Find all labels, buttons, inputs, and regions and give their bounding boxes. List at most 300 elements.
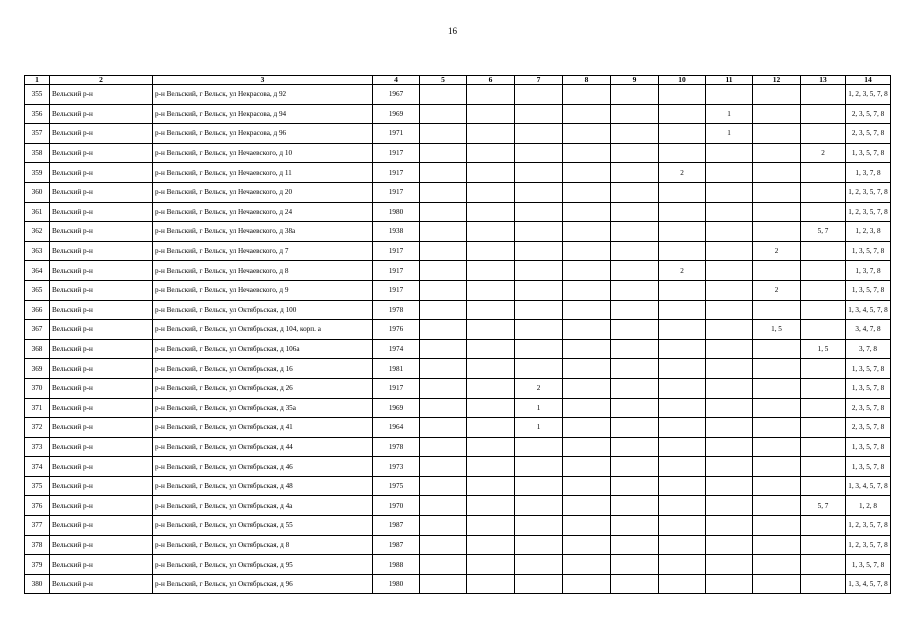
year-cell: 1973 — [373, 457, 420, 477]
address-cell: р-н Вельский, г Вельск, ул Октябрьская, д 55 — [153, 516, 373, 536]
col12-cell — [753, 574, 801, 594]
col9-cell — [611, 261, 659, 281]
year-cell: 1917 — [373, 378, 420, 398]
col5-cell — [420, 496, 467, 516]
table-row — [25, 574, 891, 594]
col5-cell — [420, 418, 467, 438]
col6-cell — [467, 457, 515, 477]
district-cell: Вельский р-н — [50, 378, 153, 398]
page-number: 16 — [448, 26, 457, 36]
col5-cell — [420, 574, 467, 594]
table-row — [25, 241, 891, 261]
col13-cell — [801, 320, 846, 340]
column-header: 12 — [753, 76, 801, 85]
col5-cell — [420, 398, 467, 418]
col6-cell — [467, 143, 515, 163]
district-cell: Вельский р-н — [50, 182, 153, 202]
row-number-cell: 379 — [25, 555, 50, 575]
col13-cell — [801, 300, 846, 320]
col11-cell — [706, 457, 753, 477]
column-header: 10 — [659, 76, 706, 85]
table-row — [25, 496, 891, 516]
register-table — [24, 75, 891, 594]
district-cell: Вельский р-н — [50, 398, 153, 418]
column-header: 11 — [706, 76, 753, 85]
col10-cell — [659, 516, 706, 536]
col11-cell — [706, 241, 753, 261]
col13-cell — [801, 437, 846, 457]
col8-cell — [563, 359, 611, 379]
row-number-cell: 366 — [25, 300, 50, 320]
col6-cell — [467, 320, 515, 340]
col6-cell — [467, 496, 515, 516]
col13-cell — [801, 535, 846, 555]
col6-cell — [467, 555, 515, 575]
col9-cell — [611, 280, 659, 300]
row-number-cell: 373 — [25, 437, 50, 457]
col11-cell — [706, 476, 753, 496]
district-cell: Вельский р-н — [50, 202, 153, 222]
col11-cell — [706, 339, 753, 359]
district-cell: Вельский р-н — [50, 555, 153, 575]
col9-cell — [611, 457, 659, 477]
col14-cell: 2, 3, 5, 7, 8 — [846, 104, 891, 124]
col6-cell — [467, 339, 515, 359]
col14-cell: 3, 7, 8 — [846, 339, 891, 359]
col14-cell: 1, 3, 5, 7, 8 — [846, 437, 891, 457]
col10-cell — [659, 398, 706, 418]
col14-cell: 1, 2, 3, 5, 7, 8 — [846, 202, 891, 222]
col6-cell — [467, 516, 515, 536]
col11-cell — [706, 261, 753, 281]
col14-cell: 1, 3, 4, 5, 7, 8 — [846, 300, 891, 320]
col12-cell — [753, 300, 801, 320]
col9-cell — [611, 320, 659, 340]
year-cell: 1987 — [373, 535, 420, 555]
col12-cell — [753, 339, 801, 359]
col5-cell — [420, 143, 467, 163]
col11-cell — [706, 143, 753, 163]
col6-cell — [467, 104, 515, 124]
col14-cell: 1, 2, 3, 8 — [846, 222, 891, 242]
row-number-cell: 370 — [25, 378, 50, 398]
col10-cell — [659, 124, 706, 144]
district-cell: Вельский р-н — [50, 124, 153, 144]
col13-cell — [801, 182, 846, 202]
col5-cell — [420, 182, 467, 202]
col6-cell — [467, 124, 515, 144]
column-header: 1 — [25, 76, 50, 85]
year-cell: 1971 — [373, 124, 420, 144]
col12-cell — [753, 202, 801, 222]
year-cell: 1970 — [373, 496, 420, 516]
col9-cell — [611, 300, 659, 320]
col8-cell — [563, 516, 611, 536]
col14-cell: 2, 3, 5, 7, 8 — [846, 418, 891, 438]
row-number-cell: 378 — [25, 535, 50, 555]
col13-cell — [801, 359, 846, 379]
col12-cell — [753, 124, 801, 144]
col7-cell — [515, 496, 563, 516]
row-number-cell: 360 — [25, 182, 50, 202]
col9-cell — [611, 222, 659, 242]
col12-cell: 2 — [753, 280, 801, 300]
col14-cell: 1, 3, 4, 5, 7, 8 — [846, 574, 891, 594]
col10-cell: 2 — [659, 163, 706, 183]
table-row — [25, 85, 891, 105]
year-cell: 1917 — [373, 163, 420, 183]
row-number-cell: 371 — [25, 398, 50, 418]
col13-cell — [801, 261, 846, 281]
col5-cell — [420, 280, 467, 300]
col14-cell: 1, 3, 5, 7, 8 — [846, 280, 891, 300]
row-number-cell: 358 — [25, 143, 50, 163]
col9-cell — [611, 476, 659, 496]
column-header: 8 — [563, 76, 611, 85]
col13-cell — [801, 574, 846, 594]
col13-cell: 5, 7 — [801, 222, 846, 242]
col7-cell — [515, 104, 563, 124]
district-cell: Вельский р-н — [50, 143, 153, 163]
col8-cell — [563, 398, 611, 418]
address-cell: р-н Вельский, г Вельск, ул Октябрьская, д 41 — [153, 418, 373, 438]
col11-cell — [706, 398, 753, 418]
year-cell: 1988 — [373, 555, 420, 575]
table-row — [25, 143, 891, 163]
col13-cell: 1, 5 — [801, 339, 846, 359]
col10-cell — [659, 476, 706, 496]
year-cell: 1964 — [373, 418, 420, 438]
col11-cell — [706, 202, 753, 222]
col12-cell — [753, 555, 801, 575]
col8-cell — [563, 241, 611, 261]
col14-cell: 2, 3, 5, 7, 8 — [846, 124, 891, 144]
col13-cell: 2 — [801, 143, 846, 163]
col13-cell — [801, 516, 846, 536]
table-row — [25, 516, 891, 536]
column-header: 6 — [467, 76, 515, 85]
row-number-cell: 364 — [25, 261, 50, 281]
address-cell: р-н Вельский, г Вельск, ул Октябрьская, д 4а — [153, 496, 373, 516]
col13-cell — [801, 202, 846, 222]
row-number-cell: 375 — [25, 476, 50, 496]
address-cell: р-н Вельский, г Вельск, ул Октябрьская, д 100 — [153, 300, 373, 320]
row-number-cell: 372 — [25, 418, 50, 438]
col5-cell — [420, 359, 467, 379]
col7-cell — [515, 457, 563, 477]
col11-cell — [706, 320, 753, 340]
col6-cell — [467, 378, 515, 398]
district-cell: Вельский р-н — [50, 535, 153, 555]
address-cell: р-н Вельский, г Вельск, ул Некрасова, д 92 — [153, 85, 373, 105]
col9-cell — [611, 182, 659, 202]
address-cell: р-н Вельский, г Вельск, ул Октябрьская, д 96 — [153, 574, 373, 594]
district-cell: Вельский р-н — [50, 241, 153, 261]
col7-cell — [515, 516, 563, 536]
row-number-cell: 376 — [25, 496, 50, 516]
col9-cell — [611, 359, 659, 379]
column-header: 2 — [50, 76, 153, 85]
year-cell: 1969 — [373, 398, 420, 418]
district-cell: Вельский р-н — [50, 222, 153, 242]
district-cell: Вельский р-н — [50, 418, 153, 438]
col11-cell — [706, 222, 753, 242]
col12-cell: 2 — [753, 241, 801, 261]
col5-cell — [420, 457, 467, 477]
col12-cell — [753, 163, 801, 183]
col6-cell — [467, 398, 515, 418]
year-cell: 1967 — [373, 85, 420, 105]
col11-cell — [706, 163, 753, 183]
address-cell: р-н Вельский, г Вельск, ул Октябрьская, д 48 — [153, 476, 373, 496]
col6-cell — [467, 535, 515, 555]
col8-cell — [563, 300, 611, 320]
col9-cell — [611, 378, 659, 398]
year-cell: 1917 — [373, 261, 420, 281]
col6-cell — [467, 280, 515, 300]
col10-cell — [659, 182, 706, 202]
col6-cell — [467, 574, 515, 594]
col11-cell — [706, 574, 753, 594]
col7-cell — [515, 182, 563, 202]
col5-cell — [420, 320, 467, 340]
col10-cell — [659, 555, 706, 575]
table-row — [25, 476, 891, 496]
column-header: 9 — [611, 76, 659, 85]
col6-cell — [467, 476, 515, 496]
col7-cell — [515, 476, 563, 496]
address-cell: р-н Вельский, г Вельск, ул Нечаевского, д 7 — [153, 241, 373, 261]
col14-cell: 1, 3, 5, 7, 8 — [846, 359, 891, 379]
col5-cell — [420, 104, 467, 124]
row-number-cell: 356 — [25, 104, 50, 124]
col14-cell: 1, 2, 3, 5, 7, 8 — [846, 516, 891, 536]
col10-cell — [659, 535, 706, 555]
col10-cell — [659, 104, 706, 124]
col9-cell — [611, 496, 659, 516]
district-cell: Вельский р-н — [50, 300, 153, 320]
table-row — [25, 339, 891, 359]
col13-cell — [801, 124, 846, 144]
district-cell: Вельский р-н — [50, 104, 153, 124]
col12-cell — [753, 222, 801, 242]
col9-cell — [611, 398, 659, 418]
col13-cell — [801, 241, 846, 261]
col10-cell — [659, 222, 706, 242]
year-cell: 1938 — [373, 222, 420, 242]
col7-cell — [515, 280, 563, 300]
column-header: 3 — [153, 76, 373, 85]
col11-cell: 1 — [706, 124, 753, 144]
col13-cell — [801, 104, 846, 124]
col12-cell — [753, 378, 801, 398]
address-cell: р-н Вельский, г Вельск, ул Октябрьская, д 104, корп. а — [153, 320, 373, 340]
col10-cell — [659, 437, 706, 457]
col12-cell — [753, 437, 801, 457]
district-cell: Вельский р-н — [50, 496, 153, 516]
col8-cell — [563, 143, 611, 163]
col13-cell — [801, 418, 846, 438]
col8-cell — [563, 85, 611, 105]
header-row — [25, 76, 891, 85]
col9-cell — [611, 535, 659, 555]
address-cell: р-н Вельский, г Вельск, ул Октябрьская, д 16 — [153, 359, 373, 379]
col10-cell — [659, 457, 706, 477]
col7-cell — [515, 535, 563, 555]
col9-cell — [611, 574, 659, 594]
address-cell: р-н Вельский, г Вельск, ул Октябрьская, д 26 — [153, 378, 373, 398]
table-body — [25, 85, 891, 594]
col8-cell — [563, 104, 611, 124]
address-cell: р-н Вельский, г Вельск, ул Октябрьская, д 46 — [153, 457, 373, 477]
col8-cell — [563, 418, 611, 438]
col7-cell — [515, 437, 563, 457]
col5-cell — [420, 222, 467, 242]
year-cell: 1976 — [373, 320, 420, 340]
col11-cell — [706, 85, 753, 105]
col7-cell — [515, 555, 563, 575]
col12-cell — [753, 359, 801, 379]
col6-cell — [467, 85, 515, 105]
col5-cell — [420, 437, 467, 457]
col9-cell — [611, 555, 659, 575]
address-cell: р-н Вельский, г Вельск, ул Октябрьская, д 44 — [153, 437, 373, 457]
col7-cell — [515, 359, 563, 379]
col7-cell — [515, 241, 563, 261]
col13-cell — [801, 457, 846, 477]
year-cell: 1978 — [373, 300, 420, 320]
row-number-cell: 355 — [25, 85, 50, 105]
col5-cell — [420, 300, 467, 320]
col14-cell: 1, 2, 3, 5, 7, 8 — [846, 85, 891, 105]
col14-cell: 2, 3, 5, 7, 8 — [846, 398, 891, 418]
col12-cell — [753, 104, 801, 124]
table-row — [25, 418, 891, 438]
col6-cell — [467, 300, 515, 320]
col5-cell — [420, 516, 467, 536]
row-number-cell: 374 — [25, 457, 50, 477]
table-row — [25, 535, 891, 555]
col12-cell — [753, 496, 801, 516]
col6-cell — [467, 418, 515, 438]
address-cell: р-н Вельский, г Вельск, ул Некрасова, д 96 — [153, 124, 373, 144]
row-number-cell: 380 — [25, 574, 50, 594]
address-cell: р-н Вельский, г Вельск, ул Октябрьская, д 35а — [153, 398, 373, 418]
col8-cell — [563, 280, 611, 300]
col8-cell — [563, 437, 611, 457]
col10-cell — [659, 339, 706, 359]
col5-cell — [420, 202, 467, 222]
col13-cell — [801, 280, 846, 300]
year-cell: 1917 — [373, 143, 420, 163]
district-cell: Вельский р-н — [50, 476, 153, 496]
col14-cell: 1, 2, 8 — [846, 496, 891, 516]
col10-cell: 2 — [659, 261, 706, 281]
col13-cell — [801, 378, 846, 398]
district-cell: Вельский р-н — [50, 437, 153, 457]
col11-cell — [706, 535, 753, 555]
col13-cell — [801, 476, 846, 496]
address-cell: р-н Вельский, г Вельск, ул Нечаевского, д 20 — [153, 182, 373, 202]
address-cell: р-н Вельский, г Вельск, ул Нечаевского, д 38а — [153, 222, 373, 242]
col10-cell — [659, 300, 706, 320]
col12-cell — [753, 457, 801, 477]
col12-cell — [753, 418, 801, 438]
col14-cell: 1, 3, 7, 8 — [846, 261, 891, 281]
col7-cell — [515, 124, 563, 144]
col12-cell — [753, 143, 801, 163]
col12-cell — [753, 398, 801, 418]
year-cell: 1980 — [373, 574, 420, 594]
table-row — [25, 320, 891, 340]
table-row — [25, 124, 891, 144]
col9-cell — [611, 104, 659, 124]
col7-cell — [515, 163, 563, 183]
table-row — [25, 437, 891, 457]
col12-cell: 1, 5 — [753, 320, 801, 340]
year-cell: 1980 — [373, 202, 420, 222]
col6-cell — [467, 437, 515, 457]
col10-cell — [659, 418, 706, 438]
col13-cell — [801, 85, 846, 105]
col8-cell — [563, 261, 611, 281]
address-cell: р-н Вельский, г Вельск, ул Октябрьская, д 95 — [153, 555, 373, 575]
col8-cell — [563, 320, 611, 340]
col14-cell: 1, 3, 5, 7, 8 — [846, 457, 891, 477]
col5-cell — [420, 124, 467, 144]
col7-cell — [515, 300, 563, 320]
col7-cell: 2 — [515, 378, 563, 398]
address-cell: р-н Вельский, г Вельск, ул Нечаевского, д 11 — [153, 163, 373, 183]
col12-cell — [753, 261, 801, 281]
row-number-cell: 369 — [25, 359, 50, 379]
column-header: 7 — [515, 76, 563, 85]
col14-cell: 1, 3, 5, 7, 8 — [846, 555, 891, 575]
col9-cell — [611, 202, 659, 222]
col7-cell — [515, 339, 563, 359]
col11-cell — [706, 280, 753, 300]
year-cell: 1917 — [373, 182, 420, 202]
row-number-cell: 368 — [25, 339, 50, 359]
table-row — [25, 378, 891, 398]
address-cell: р-н Вельский, г Вельск, ул Нечаевского, д 10 — [153, 143, 373, 163]
table-row — [25, 300, 891, 320]
col5-cell — [420, 555, 467, 575]
col8-cell — [563, 202, 611, 222]
col14-cell: 1, 3, 5, 7, 8 — [846, 143, 891, 163]
col6-cell — [467, 359, 515, 379]
address-cell: р-н Вельский, г Вельск, ул Нечаевского, д 8 — [153, 261, 373, 281]
row-number-cell: 367 — [25, 320, 50, 340]
col7-cell — [515, 320, 563, 340]
col9-cell — [611, 143, 659, 163]
district-cell: Вельский р-н — [50, 574, 153, 594]
col5-cell — [420, 378, 467, 398]
col8-cell — [563, 496, 611, 516]
district-cell: Вельский р-н — [50, 85, 153, 105]
col8-cell — [563, 222, 611, 242]
table-row — [25, 104, 891, 124]
col11-cell — [706, 516, 753, 536]
col8-cell — [563, 457, 611, 477]
col8-cell — [563, 574, 611, 594]
column-header: 13 — [801, 76, 846, 85]
col8-cell — [563, 555, 611, 575]
district-cell: Вельский р-н — [50, 339, 153, 359]
col10-cell — [659, 378, 706, 398]
col12-cell — [753, 85, 801, 105]
col6-cell — [467, 222, 515, 242]
